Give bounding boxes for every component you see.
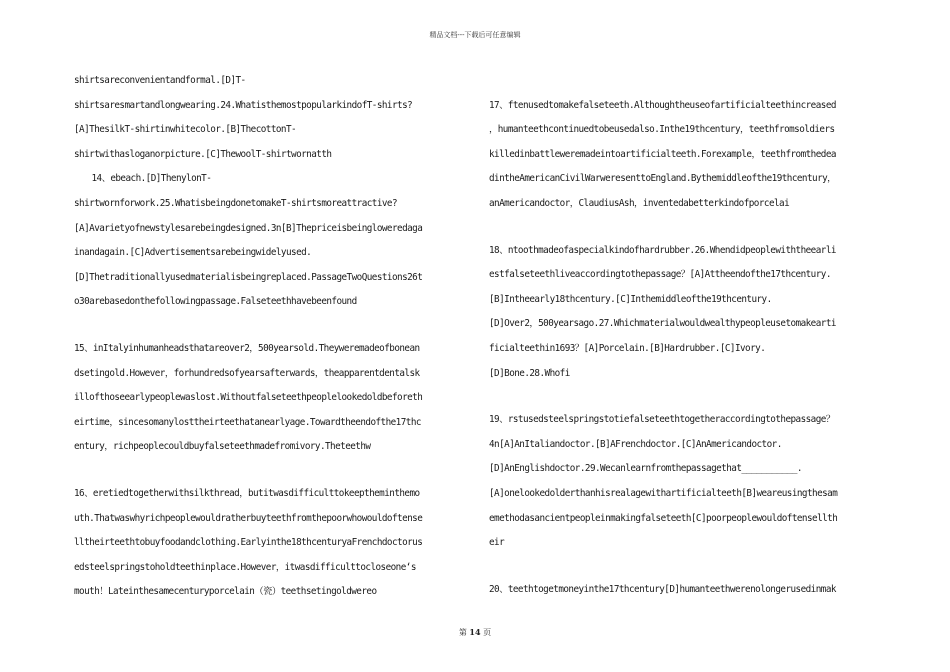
- text-line: 19、rstusedsteelspringstotiefalseteethtogetheraccordingtothepassage？: [489, 414, 835, 426]
- text-line: entury，richpeoplecouldbuyfalseteethmadefromivory.Theteethw: [74, 441, 371, 453]
- paragraph-19: [489, 408, 875, 556]
- page-number-prefix: 第: [458, 628, 470, 637]
- text-line: 14、ebeach.[D]ThenylonT-: [74, 173, 212, 185]
- text-line: edsteelspringstoholdteethinplace.However，itwasdifficulttocloseone‘s: [74, 561, 416, 573]
- page-footer: [0, 627, 950, 638]
- page-header: 精品文档---下载后可任意编辑: [429, 31, 521, 39]
- text-line: 20、teethtogetmoneyinthe17thcentury[D]humanteethwerenolongerusedinmak: [489, 583, 836, 595]
- text-line: ficialteethin1693？[A]Porcelain.[B]Hardrubber.[C]Ivory.: [489, 342, 766, 354]
- text-line: uth.Thatwaswhyrichpeoplewouldratherbuyteethfromthepoorwhowouldoftense: [74, 512, 423, 524]
- text-line: shirtwithasloganorpicture.[C]ThewoolT-shirtwornatth: [74, 148, 332, 160]
- text-line: [D]AnEnglishdoctor.29.Wecanlearnfromthepassagethat___________.: [489, 463, 802, 475]
- paragraph-15: [74, 337, 460, 460]
- paragraph-20: [489, 578, 875, 603]
- text-line: killedinbattleweremadeintoartificialteeth.Forexample，teethfromthedea: [489, 148, 836, 160]
- text-line: 4n[A]AnItaliandoctor.[B]AFrenchdoctor.[C]AnAmericandoctor.: [489, 438, 782, 450]
- text-line: [A]Avarietyofnewstylesarebeingdesigned.3n[B]Thepriceisbeingloweredaga: [74, 222, 423, 234]
- paragraph-13: [74, 69, 460, 315]
- paragraph-16: [74, 482, 460, 605]
- text-line: shirtwornforwork.25.WhatisbeingdonetomakeT-shirtsmoreattractive?: [74, 197, 398, 209]
- page-number: 14: [469, 627, 481, 637]
- text-line: ，humanteethcontinuedtobeusedalso.Inthe19thcentury，teethfromsoldiers: [489, 124, 835, 136]
- paragraph-18: [489, 239, 875, 387]
- right-column: [489, 69, 875, 602]
- text-line: lltheirteethtobuyfoodandclothing.Earlyinthe18thcenturyaFrenchdoctorus: [74, 537, 423, 549]
- text-line: illofthoseearlypeoplewaslost.Withoutfalseteethpeoplelookedoldbeforeth: [74, 392, 423, 404]
- text-line: dintheAmericanCivilWarweresenttoEngland.Bythemiddleofthe19thcentury，: [489, 173, 836, 185]
- text-line: anAmericandoctor，ClaudiusAsh，inventedabetterkindofporcelai: [489, 197, 790, 209]
- text-line: [A]onelookedolderthanhisrealagewithartificialteeth[B]weareusingthesam: [489, 487, 838, 499]
- text-line: [D]Bone.28.Whofi: [489, 367, 570, 379]
- text-line: inandagain.[C]Advertisementsarebeingwidelyused.: [74, 247, 312, 259]
- text-line: eirtime，sincesomanylosttheirteethatanearlyage.Towardtheendofthe17thc: [74, 416, 421, 428]
- page-number-suffix: 页: [480, 628, 492, 637]
- text-line: [D]Over2，500yearsago.27.Whichmaterialwouldwealthypeopleusetomakearti: [489, 318, 836, 330]
- text-line: 15、inItalyinhumanheadsthatareover2，500yearsold.Theyweremadeofbonean: [74, 342, 420, 354]
- text-line: [A]ThesilkT-shirtinwhitecolor.[B]ThecottonT-: [74, 124, 297, 136]
- text-line: 17、ftenusedtomakefalseteeth.Althoughtheuseofartificialteethincreased: [489, 99, 836, 111]
- text-line: emethodasancientpeopleinmakingfalseteeth[C]poorpeoplewouldoftensellth: [489, 512, 838, 524]
- text-line: 18、ntoothmadeofaspecialkindofhardrubber.26.Whendidpeoplewiththeearli: [489, 244, 836, 256]
- text-line: o30arebasedonthefollowingpassage.Falseteethhavebeenfound: [74, 296, 357, 308]
- text-line: shirtsaresmartandlongwearing.24.WhatisthemostpopularkindofT-shirts?: [74, 99, 413, 111]
- text-line: mouth！Lateinthesamecenturyporcelain（瓷）teethsetingoldwereo: [74, 586, 377, 598]
- text-line: dsetingold.However，forhundredsofyearsafterwards，theapparentdentalsk: [74, 367, 420, 379]
- text-line: shirtsareconvenientandformal.[D]T-: [74, 75, 246, 86]
- left-column: [74, 69, 460, 605]
- text-line: 16、eretiedtogetherwithsilkthread，butitwasdifficulttokeeptheminthemo: [74, 487, 420, 499]
- text-line: eir: [489, 537, 505, 549]
- paragraph-17: [489, 94, 875, 217]
- text-line: [D]Thetraditionallyusedmaterialisbeingreplaced.PassageTwoQuestions26t: [74, 271, 423, 283]
- text-line: estfalseteethliveaccordingtothepassage？[A]Attheendofthe17thcentury.: [489, 269, 831, 281]
- text-line: [B]Intheearly18thcentury.[C]Inthemiddleofthe19thcentury.: [489, 293, 772, 305]
